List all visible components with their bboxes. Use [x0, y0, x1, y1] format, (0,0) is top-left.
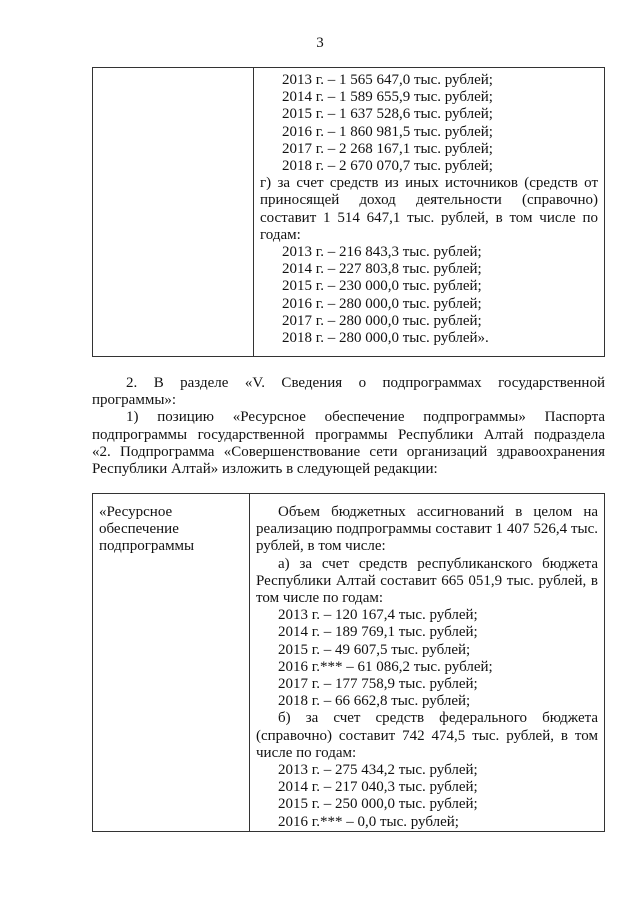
- item-2-line-1: 2. В разделе «V. Сведения о подпрограммах государственной: [126, 375, 605, 391]
- federal-line-2015: 2015 г. – 250 000,0 тыс. рублей;: [278, 796, 478, 813]
- regional-line-2016: 2016 г.*** – 61 086,2 тыс. рублей;: [278, 658, 493, 675]
- regional-budget-line-2: Республики Алтай составит 665 051,9 тыс. рублей, в: [256, 572, 598, 589]
- funding-line-2014: 2014 г. – 1 589 655,9 тыс. рублей;: [282, 89, 493, 106]
- regional-line-2017: 2017 г. – 177 758,9 тыс. рублей;: [278, 676, 478, 693]
- other-line-2017: 2017 г. – 280 000,0 тыс. рублей;: [282, 312, 482, 329]
- other-sources-text-line-2: приносящей доход деятельности (справочно): [260, 192, 598, 209]
- position-label-line-1: «Ресурсное: [99, 504, 173, 520]
- continued-resource-table: [92, 67, 605, 357]
- intro-line-2: реализацию подпрограммы составит 1 407 526,4 тыс.: [256, 521, 598, 538]
- regional-line-2015: 2015 г. – 49 607,5 тыс. рублей;: [278, 641, 471, 658]
- position-label-line-3: подпрограммы: [99, 538, 195, 555]
- regional-budget-line-1: а) за счет средств республиканского бюджета: [278, 555, 598, 572]
- federal-budget-line-1: б) за счет средств федерального бюджета: [278, 710, 598, 727]
- other-sources-text-line-4: годам:: [260, 226, 301, 243]
- federal-budget-line-3: числе по годам:: [256, 744, 357, 761]
- other-line-2013: 2013 г. – 216 843,3 тыс. рублей;: [282, 244, 482, 261]
- other-line-2014: 2014 г. – 227 803,8 тыс. рублей;: [282, 261, 482, 278]
- funding-details-cell: [254, 68, 605, 357]
- regional-budget-line-3: том числе по годам:: [256, 590, 384, 607]
- intro-line-3: рублей, в том числе:: [256, 538, 386, 555]
- position-label-line-2: обеспечение: [99, 521, 179, 538]
- funding-line-2015: 2015 г. – 1 637 528,6 тыс. рублей;: [282, 106, 493, 123]
- other-sources-text-line-3: составит 1 514 647,1 тыс. рублей, в том числе по: [260, 209, 598, 226]
- resource-provision-table: [92, 493, 605, 832]
- subitem-1-line-4: Республики Алтай» изложить в следующей редакции:: [92, 461, 438, 478]
- other-line-2018: 2018 г. – 280 000,0 тыс. рублей».: [282, 330, 489, 347]
- subitem-1-line-2: подпрограммы государственной программы Республики Алтай подраздела: [92, 426, 605, 443]
- funding-line-2016: 2016 г. – 1 860 981,5 тыс. рублей;: [282, 123, 493, 140]
- resource-details-cell: [250, 494, 605, 832]
- other-sources-text-line-1: г) за счет средств из иных источников (средств от: [260, 175, 598, 192]
- funding-line-2018: 2018 г. – 2 670 070,7 тыс. рублей;: [282, 158, 493, 175]
- funding-line-2013: 2013 г. – 1 565 647,0 тыс. рублей;: [282, 72, 493, 88]
- funding-line-2017: 2017 г. – 2 268 167,1 тыс. рублей;: [282, 140, 493, 157]
- subitem-1-line-3: «2. Подпрограмма «Совершенствование сети организаций здравоохранения: [92, 443, 605, 460]
- federal-line-2013: 2013 г. – 275 434,2 тыс. рублей;: [278, 762, 478, 779]
- amendment-paragraphs: [92, 375, 605, 478]
- page-number: 3: [316, 35, 324, 51]
- federal-budget-line-2: (справочно) составит 742 474,5 тыс. рублей, в том: [256, 727, 598, 744]
- intro-line-1: Объем бюджетных ассигнований в целом на: [278, 504, 598, 520]
- regional-line-2013: 2013 г. – 120 167,4 тыс. рублей;: [278, 607, 478, 624]
- other-line-2015: 2015 г. – 230 000,0 тыс. рублей;: [282, 278, 482, 295]
- subitem-1-line-1: 1) позицию «Ресурсное обеспечение подпрограммы» Паспорта: [126, 409, 605, 426]
- regional-line-2014: 2014 г. – 189 769,1 тыс. рублей;: [278, 624, 478, 641]
- federal-line-2016: 2016 г.*** – 0,0 тыс. рублей;: [278, 813, 459, 830]
- regional-line-2018: 2018 г. – 66 662,8 тыс. рублей;: [278, 693, 471, 710]
- empty-label-cell: [93, 68, 254, 357]
- other-line-2016: 2016 г. – 280 000,0 тыс. рублей;: [282, 295, 482, 312]
- federal-line-2014: 2014 г. – 217 040,3 тыс. рублей;: [278, 779, 478, 796]
- position-label-cell: [93, 494, 250, 832]
- item-2-line-2: программы»:: [92, 392, 177, 409]
